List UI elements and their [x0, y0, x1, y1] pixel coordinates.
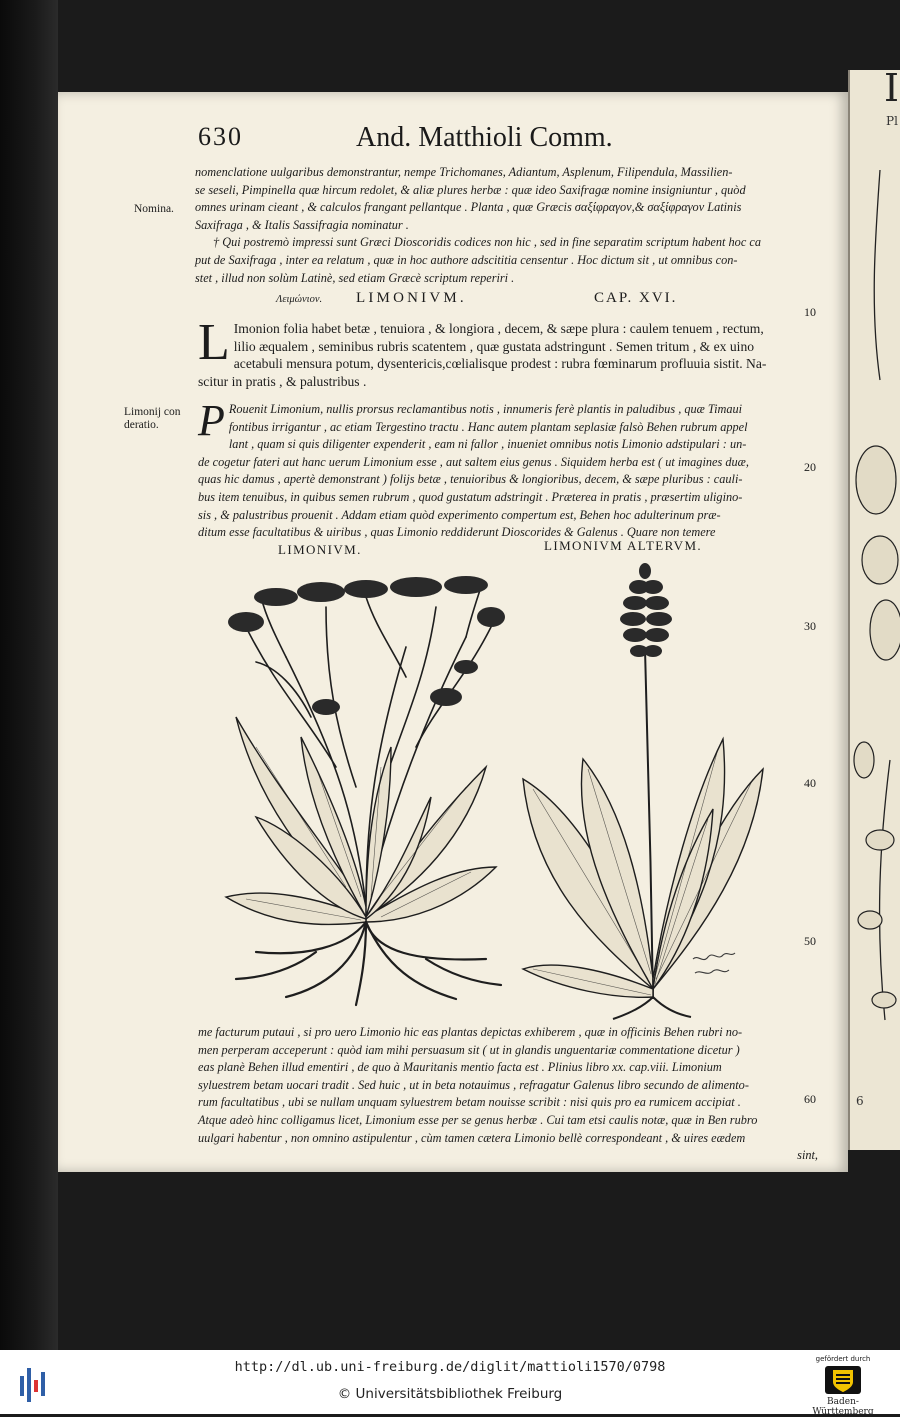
- text-line: ditum esse facultatibus & uiribus , quas Limonio reddiderunt Dioscorides & Galenus . Quare non temere: [198, 525, 716, 540]
- commentary-paragraph: [198, 396, 826, 542]
- adjacent-page-initial: I: [884, 70, 900, 110]
- intro-line: se seseli, Pimpinella quæ hircum redolet, & aliæ plures herbæ : quæ ideo Saxifragæ nomine insigniuntur , quòd: [195, 182, 746, 197]
- figure-caption-limonium: LIMONIVM.: [278, 542, 362, 557]
- line-number-50: 50: [804, 934, 816, 948]
- baden-wuerttemberg-crest-icon: [825, 1366, 861, 1394]
- text-line: syluestrem betam uocari tradit . Sed huic , ut in beta notauimus , refragatur Galenus libro secundo de alimento-: [198, 1077, 749, 1092]
- book-spine: [0, 0, 58, 1350]
- dropcap-l: L: [198, 314, 230, 371]
- viewer-footer: [0, 1350, 900, 1417]
- text-line: Imonion folia habet betæ , tenuiora , & longiora , decem, & sæpe plura : caulem tenuem , rectum,: [233, 321, 764, 336]
- text-line: sis , & palustribus prouenit . Addam etiam quòd experimento compertum est, Behen hoc adulterinum præ-: [198, 507, 721, 522]
- text-line: de cogetur fateri aut hanc uerum Limonium esse , aut saltem eius genus . Siquidem herba est ( ut imagines duæ,: [198, 454, 749, 469]
- chapter-number: CAP. XVI.: [594, 290, 678, 306]
- figure-caption-limonium-alterum: LIMONIVM ALTERVM.: [544, 538, 703, 553]
- line-number-10: 10: [804, 305, 816, 319]
- margin-note-line: Limonij con: [124, 406, 181, 418]
- dioscorides-paragraph: [198, 314, 826, 390]
- intro-line: omnes urinam cieant , & calculos frangant pellantque . Planta , quæ Græcis σαξίφραγον,& σαξίφραγον Latinis: [195, 200, 742, 215]
- permalink-url[interactable]: http://dl.ub.uni-freiburg.de/diglit/mattioli1570/0798: [234, 1359, 666, 1375]
- adjacent-page-edge: [848, 70, 900, 1150]
- sponsor-block: [800, 1355, 886, 1417]
- dropcap-p: P: [198, 396, 225, 445]
- margin-note-line: deratio.: [124, 419, 159, 431]
- text-line: eas planè Behen illud ementiri , de quo à Mauritanis mentio facta est . Plinius libro xx. cap.viii. Limonium: [198, 1060, 722, 1075]
- text-line: lilio æqualem , seminibus rubris scatentem , quæ gustata adstringunt . Semen tritum , & ex uino: [233, 338, 755, 354]
- limonium-alterum-woodcut-illustration: [513, 559, 768, 1022]
- text-line: Rouenit Limonium, nullis prorsus reclamantibus notis , innumeris ferè plantis in paludibus , quæ Timaui: [228, 402, 743, 416]
- line-number-60: 60: [804, 1092, 816, 1106]
- text-line: fontibus irrigantur , ac etiam Tergestino tractu . Hanc autem plantam seplasiæ falsò Behen rubrum appel: [228, 419, 748, 434]
- text-line: bus item tenuibus, in quibus semen rubrum , quod gustatum adstringit . Præterea in pratis , præsertim uligino-: [198, 489, 743, 504]
- copyright-notice: © Universitätsbibliothek Freiburg: [337, 1386, 563, 1402]
- page-number: 630: [198, 122, 243, 151]
- text-line: rum facultatibus , ubi se nullam unquam syluestrem betam nouisse scribit : nisi quis pro ea rumicem accipiat .: [198, 1095, 741, 1110]
- intro-paragraph: [195, 164, 825, 287]
- greek-chapter-title: Λειμώνιον.: [276, 294, 323, 305]
- sponsor-label: gefördert durch: [815, 1355, 871, 1363]
- intro-line: Saxifraga , & Italis Sassifragia nominatur .: [195, 217, 409, 232]
- margin-note-limonij: [124, 406, 181, 432]
- catchword: sint,: [797, 1148, 818, 1163]
- limonium-woodcut-illustration: [216, 567, 506, 1007]
- continuation-paragraph: [198, 1024, 826, 1165]
- adjacent-page-digit: 6: [856, 1094, 864, 1108]
- text-line: men perperam acceperunt : quòd iam mihi persuasum sit ( ut in glandis unguentariæ commentatione dicetur ): [198, 1042, 740, 1057]
- line-number-20: 20: [804, 460, 816, 474]
- text-line: Atque adeò hinc colligamus licet, Limonium esse per se genus herbæ . Cui tam etsi caulis notæ, quæ in Ben rubro: [198, 1112, 758, 1127]
- book-page: [58, 92, 848, 1172]
- text-line: uulgari habentur , non omnino astipulentur , cùm tamen cætera Limonio bellè correspondeant , & uires eædem: [198, 1130, 746, 1145]
- intro-line: put de Saxifraga , inter ea relatum , quæ in hoc authore adscititia censentur . Hoc dictum sit , ut omnibus con-: [195, 252, 738, 267]
- intro-line: † Qui postremò impressi sunt Græci Dioscoridis codices non hic , sed in fine separatim scriptum habent hoc ca: [213, 235, 761, 250]
- margin-note-nomina: Nomina.: [134, 203, 174, 215]
- chapter-title: LIMONIVM.: [356, 290, 467, 306]
- line-number-30: 30: [804, 619, 816, 633]
- text-line: scitur in pratis , & palustribus .: [198, 373, 367, 389]
- text-line: lant , quam si quis diligenter expenderit , eam ni fallor , inueniet omnibus notis Limonio adstipulari : un-: [228, 437, 747, 452]
- line-number-40: 40: [804, 776, 816, 790]
- adjacent-page-fragment: Pl: [886, 114, 898, 128]
- intro-line: nomenclatione uulgaribus demonstrantur, nempe Trichomanes, Adiantum, Asplenum, Filipendula, Massilien-: [195, 165, 733, 179]
- adjacent-page-plant-illustration: [850, 160, 900, 1080]
- sponsor-name: Baden-Württemberg: [812, 1397, 874, 1417]
- running-title: And. Matthioli Comm.: [356, 122, 613, 153]
- text-line: quas hic damus , apertè demonstrant ) folijs betæ , tenuioribus & longioribus, decem, & sæpe pluribus : cauli-: [198, 472, 743, 487]
- text-line: me facturum putaui , si pro uero Limonio hic eas plantas depictas exhiberem , quæ in officinis Behen rubri no-: [198, 1025, 743, 1039]
- text-line: acetabuli mensura potum, dysentericis,cœlialisque prodest : rubra fœminarum profluuia sistit. Na-: [233, 356, 767, 371]
- intro-line: stet , illud non solùm Latinè, sed etiam Græcè scriptum reperiri .: [195, 270, 515, 285]
